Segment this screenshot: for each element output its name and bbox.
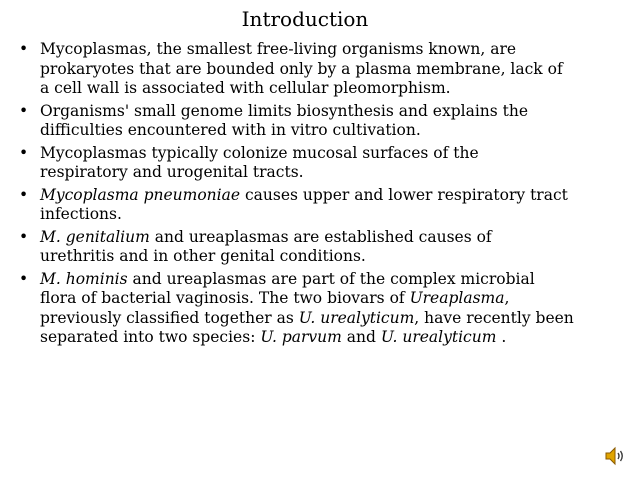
bullet-item — [0, 102, 620, 141]
text-segment: difficulties encountered with in vitro cultivation. — [40, 121, 421, 139]
italic-text-segment: Ureaplasma — [409, 289, 505, 307]
text-segment: and ureaplasmas are part of the complex microbial — [127, 269, 535, 288]
bullet-text-line — [40, 144, 620, 164]
italic-text-segment: U. parvum — [260, 328, 342, 346]
bullet-text-line — [40, 228, 620, 248]
bullet-marker: • — [19, 269, 29, 288]
bullet-marker: • — [19, 185, 29, 204]
slide-title: Introduction — [241, 7, 369, 31]
bullet-marker: • — [19, 227, 29, 246]
text-segment: prokaryotes that are bounded only by a plasma membrane, lack of — [40, 59, 563, 78]
bullet-text-line — [40, 60, 620, 80]
bullet-text-line — [40, 205, 620, 225]
text-segment: causes upper and lower respiratory tract — [240, 185, 568, 204]
italic-text-segment: Mycoplasma pneumoniae — [40, 185, 241, 204]
text-segment: flora of bacterial vaginosis. The two biovars of — [40, 289, 410, 307]
bullet-text-line — [40, 102, 620, 122]
bullet-marker: • — [19, 143, 29, 162]
bullet-item — [0, 144, 620, 183]
bullet-text-line — [40, 289, 620, 309]
text-segment: infections. — [40, 205, 122, 223]
bullet-text-line — [40, 79, 620, 99]
bullet-text-line — [40, 247, 620, 267]
italic-text-segment: U. urealyticum — [380, 328, 497, 346]
text-segment: and — [341, 328, 381, 346]
italic-text-segment: M. genitalium — [40, 227, 150, 246]
text-segment: , have recently been — [414, 308, 574, 327]
text-segment: separated into two species: — [40, 328, 261, 346]
bullet-text-line — [40, 40, 620, 60]
bullet-marker: • — [19, 101, 29, 120]
bullet-text-line — [40, 163, 620, 183]
bullet-list — [0, 40, 620, 351]
bullet-text-line — [40, 186, 620, 206]
bullet-item — [0, 228, 620, 267]
text-segment: previously classified together as — [40, 308, 299, 327]
bullet-text-line — [40, 270, 620, 290]
bullet-text-line — [40, 309, 620, 329]
text-segment: , — [504, 289, 510, 307]
speaker-icon-graphic — [604, 446, 626, 466]
text-segment: a cell wall is associated with cellular pleomorphism. — [40, 79, 451, 97]
text-segment: Organisms' small genome limits biosynthesis and explains the — [40, 101, 529, 120]
text-segment: respiratory and urogenital tracts. — [40, 163, 304, 181]
text-segment: Mycoplasmas, the smallest free-living organisms known, are — [40, 40, 517, 58]
text-segment: and ureaplasmas are established causes of — [149, 227, 492, 246]
text-segment: . — [496, 328, 507, 346]
bullet-text-line — [40, 121, 620, 141]
bullet-item — [0, 40, 620, 99]
bullet-marker: • — [19, 40, 29, 58]
bullet-item — [0, 186, 620, 225]
italic-text-segment: M. hominis — [40, 269, 128, 288]
italic-text-segment: U. urealyticum — [298, 308, 415, 327]
text-segment: Mycoplasmas typically colonize mucosal surfaces of the — [40, 143, 479, 162]
speaker-icon[interactable] — [604, 446, 626, 466]
text-segment: urethritis and in other genital conditions. — [40, 247, 366, 265]
bullet-text-line — [40, 328, 620, 348]
bullet-item — [0, 270, 620, 348]
